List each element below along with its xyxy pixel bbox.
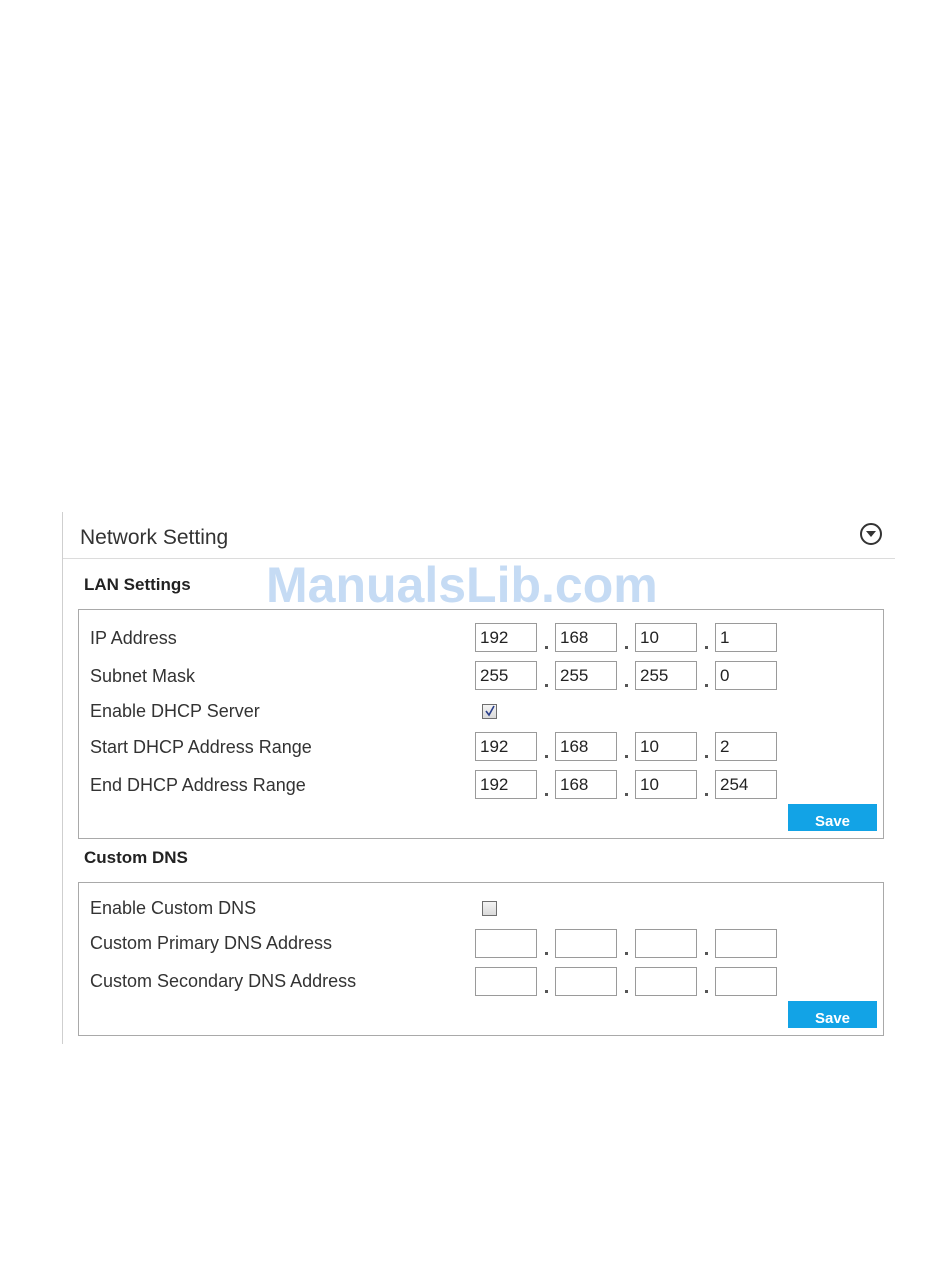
subnet-mask-octet-1[interactable] [475,661,537,690]
start-dhcp-octet-3[interactable] [635,732,697,761]
end-dhcp-octet-3[interactable] [635,770,697,799]
ip-address-label: IP Address [90,628,177,648]
panel-title: Network Setting [80,526,229,549]
start-dhcp-range-label: Start DHCP Address Range [90,737,312,757]
octet-separator [705,646,708,649]
enable-dhcp-label: Enable DHCP Server [90,701,260,721]
start-dhcp-octet-1[interactable] [475,732,537,761]
secondary-dns-octet-3[interactable] [635,967,697,996]
octet-separator [625,952,628,955]
octet-separator [545,646,548,649]
ip-address-octet-1[interactable] [475,623,537,652]
enable-custom-dns-checkbox[interactable] [482,901,497,916]
end-dhcp-octet-1[interactable] [475,770,537,799]
dns-save-button[interactable]: Save [788,1001,877,1028]
octet-separator [545,793,548,796]
octet-separator [705,793,708,796]
octet-separator [705,952,708,955]
primary-dns-octet-2[interactable] [555,929,617,958]
custom-dns-box [78,882,884,1036]
checkmark-icon [484,705,496,718]
ip-address-octet-3[interactable] [635,623,697,652]
start-dhcp-octet-4[interactable] [715,732,777,761]
end-dhcp-octet-4[interactable] [715,770,777,799]
secondary-dns-octet-1[interactable] [475,967,537,996]
octet-separator [625,755,628,758]
enable-custom-dns-label: Enable Custom DNS [90,898,257,918]
lan-settings-box [78,609,884,839]
octet-separator [545,952,548,955]
chevron-down-circle-icon[interactable] [860,523,882,545]
watermark: ManualsLib.com [266,557,658,613]
octet-separator [625,793,628,796]
primary-dns-label: Custom Primary DNS Address [90,933,333,953]
subnet-mask-octet-2[interactable] [555,661,617,690]
secondary-dns-octet-2[interactable] [555,967,617,996]
primary-dns-octet-4[interactable] [715,929,777,958]
octet-separator [545,755,548,758]
end-dhcp-octet-2[interactable] [555,770,617,799]
ip-address-octet-2[interactable] [555,623,617,652]
lan-settings-title: LAN Settings [84,575,191,594]
primary-dns-octet-3[interactable] [635,929,697,958]
subnet-mask-octet-3[interactable] [635,661,697,690]
octet-separator [705,990,708,993]
ip-address-octet-4[interactable] [715,623,777,652]
octet-separator [625,684,628,687]
primary-dns-octet-1[interactable] [475,929,537,958]
octet-separator [705,684,708,687]
secondary-dns-label: Custom Secondary DNS Address [90,971,357,991]
custom-dns-title: Custom DNS [84,848,188,867]
octet-separator [625,990,628,993]
lan-save-button[interactable]: Save [788,804,877,831]
subnet-mask-label: Subnet Mask [90,666,196,686]
enable-dhcp-checkbox[interactable] [482,704,497,719]
secondary-dns-octet-4[interactable] [715,967,777,996]
octet-separator [705,755,708,758]
end-dhcp-range-label: End DHCP Address Range [90,775,306,795]
octet-separator [545,990,548,993]
octet-separator [625,646,628,649]
octet-separator [545,684,548,687]
subnet-mask-octet-4[interactable] [715,661,777,690]
start-dhcp-octet-2[interactable] [555,732,617,761]
